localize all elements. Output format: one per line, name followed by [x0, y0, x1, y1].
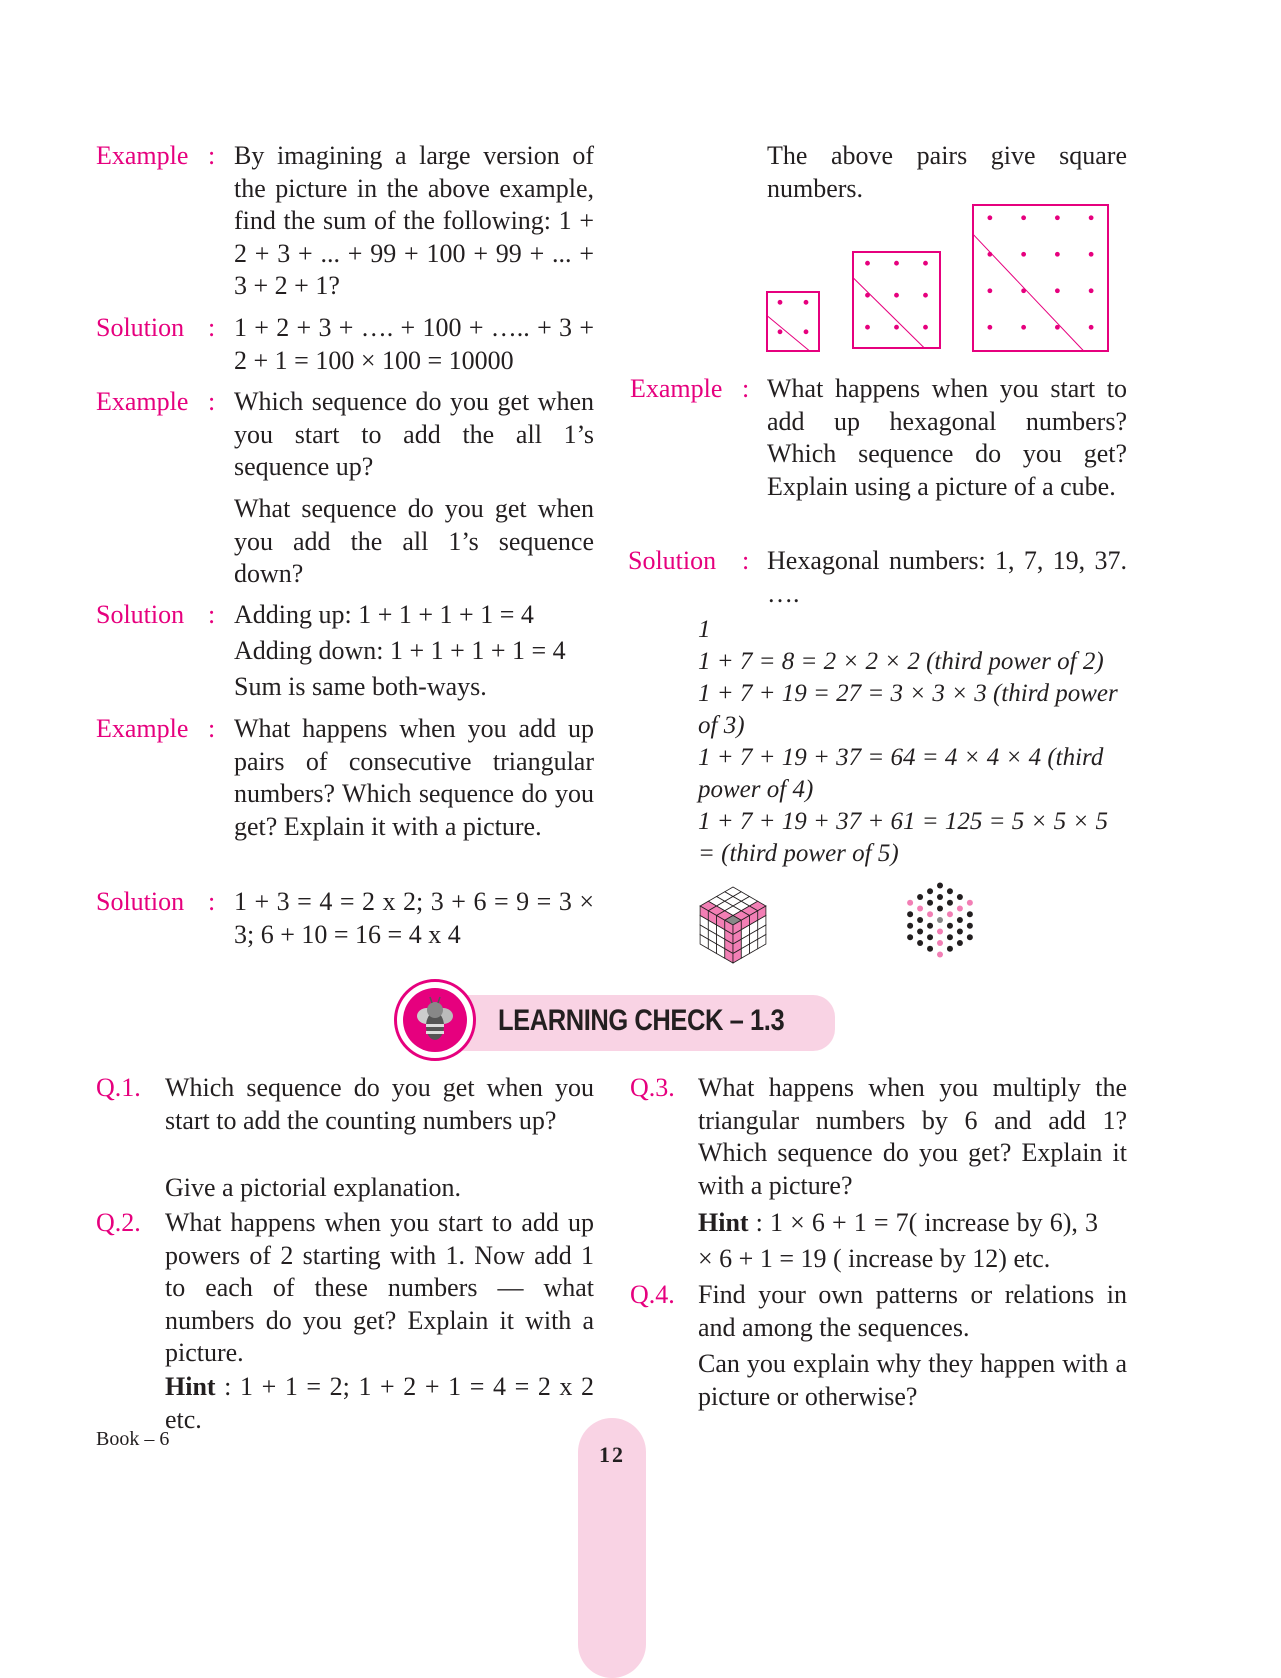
cube-figure	[695, 883, 775, 973]
dot	[947, 888, 953, 894]
working-line: 1	[698, 616, 711, 643]
dot	[927, 923, 933, 929]
dot	[987, 215, 992, 220]
solution-line: Sum is same both-ways.	[234, 672, 487, 701]
example-label: Example	[96, 714, 189, 743]
dot	[778, 300, 783, 305]
dot	[957, 917, 963, 923]
dot	[937, 906, 943, 912]
dot	[923, 325, 928, 330]
dot	[778, 329, 783, 334]
hint-label: Hint	[165, 1372, 216, 1401]
dot	[907, 923, 913, 929]
dot	[923, 261, 928, 266]
square-frame	[853, 252, 940, 348]
dot	[957, 906, 963, 912]
example-text: What happens when you start to add up hexagonal numbers? Which sequence do you get? Explain using a picture of a cube.	[767, 374, 1127, 501]
dot	[1021, 252, 1026, 257]
question-hint	[698, 1205, 1098, 1277]
dot	[987, 288, 992, 293]
colon: :	[742, 546, 750, 575]
colon: :	[208, 714, 216, 743]
example-label: Example	[96, 387, 189, 416]
dot	[967, 923, 973, 929]
dot	[947, 934, 953, 940]
page-number: 12	[599, 1442, 625, 1467]
working-line: power of 4)	[698, 776, 814, 803]
dot	[957, 940, 963, 946]
example-label: Example	[630, 374, 723, 403]
colon: :	[208, 887, 216, 916]
question-text: Which sequence do you get when you start to add the counting numbers up?	[165, 1073, 594, 1135]
dot	[907, 911, 913, 917]
dot	[1089, 252, 1094, 257]
example-text: What happens when you add up pairs of consecutive triangular numbers? Which sequence do you get? Explain it with a picture.	[234, 714, 594, 841]
colon: :	[208, 387, 216, 416]
solution-label: Solution	[628, 546, 717, 575]
solution-label: Solution	[96, 313, 185, 342]
dot	[937, 883, 943, 889]
hint-text: : 1 × 6 + 1 = 7( increase by 6), 3 × 6 + 1 = 19 ( increase by 12) etc.	[698, 1208, 1098, 1273]
dot	[894, 261, 899, 266]
question-text: What happens when you multiply the triangular numbers by 6 and add 1? Which sequence do you get? Explain it with a picture?	[698, 1073, 1127, 1200]
dot	[927, 934, 933, 940]
dot	[894, 325, 899, 330]
working-line: 1 + 7 + 19 = 27 = 3 × 3 × 3 (third power	[698, 680, 1118, 707]
square-frame	[973, 205, 1108, 351]
dot	[937, 940, 943, 946]
dot	[947, 911, 953, 917]
dot	[917, 917, 923, 923]
colon: :	[208, 600, 216, 629]
dot	[865, 261, 870, 266]
dot	[1021, 215, 1026, 220]
dot	[947, 946, 953, 952]
cube-sum-working	[698, 614, 1138, 870]
working-line: 1 + 7 + 19 + 37 + 61 = 125 = 5 × 5 × 5	[698, 808, 1108, 835]
dot	[967, 934, 973, 940]
book-label: Book – 6	[96, 1428, 170, 1450]
solution-label: Solution	[96, 600, 185, 629]
hint-text: : 1 + 1 = 2; 1 + 2 + 1 = 4 = 2 x 2 etc.	[165, 1372, 594, 1434]
dot	[927, 911, 933, 917]
dot	[804, 329, 809, 334]
diagonal-line	[853, 278, 924, 348]
dot	[927, 946, 933, 952]
working-line: = (third power of 5)	[698, 840, 899, 867]
dot	[937, 952, 943, 958]
dot	[927, 888, 933, 894]
square-dot-figures	[760, 200, 1120, 360]
solution-line: Adding down: 1 + 1 + 1 + 1 = 4	[234, 636, 566, 665]
dot	[894, 293, 899, 298]
intro-text: The above pairs give square numbers.	[767, 141, 1127, 203]
solution-text: 1 + 2 + 3 + …. + 100 + ….. + 3 + 2 + 1 = 100 × 100 = 10000	[234, 313, 594, 375]
dot	[937, 917, 943, 923]
question-label: Q.3.	[630, 1073, 675, 1102]
question-text: What happens when you start to add up powers of 2 starting with 1. Now add 1 to each of these numbers — what numbers do you get? Explain it with a picture.	[165, 1208, 594, 1367]
question-label: Q.4.	[630, 1280, 675, 1309]
working-line: of 3)	[698, 712, 745, 739]
example-text: By imagining a large version of the picture in the above example, find the sum of the following: 1 + 2 + 3 + ... + 99 + 100 + 99 + ... + 3 + 2 + 1?	[234, 141, 594, 300]
bee-mascot-icon	[394, 979, 476, 1061]
example-label: Example	[96, 141, 189, 170]
hint-label: Hint	[698, 1208, 749, 1237]
hexagonal-dots-figure	[898, 872, 982, 968]
dot	[947, 900, 953, 906]
dot	[907, 900, 913, 906]
dot	[917, 929, 923, 935]
question-label: Q.1.	[96, 1073, 141, 1102]
question-text: Find your own patterns or relations in and among the sequences.	[698, 1280, 1127, 1342]
dot	[1089, 288, 1094, 293]
dot	[804, 300, 809, 305]
dot	[1089, 215, 1094, 220]
solution-text: Hexagonal numbers: 1, 7, 19, 37. ….	[767, 546, 1127, 608]
dot	[907, 934, 913, 940]
dot	[967, 911, 973, 917]
question-label: Q.2.	[96, 1208, 141, 1237]
dot	[987, 325, 992, 330]
colon: :	[742, 374, 750, 403]
working-line: 1 + 7 = 8 = 2 × 2 × 2 (third power of 2)	[698, 648, 1104, 675]
dot	[947, 923, 953, 929]
dot	[917, 894, 923, 900]
diagonal-line	[767, 316, 810, 351]
question-extra: Can you explain why they happen with a picture or otherwise?	[698, 1349, 1127, 1411]
dot	[917, 906, 923, 912]
dot	[865, 325, 870, 330]
dot	[1089, 325, 1094, 330]
colon: :	[208, 313, 216, 342]
dot	[1055, 215, 1060, 220]
dot	[937, 929, 943, 935]
solution-label: Solution	[96, 887, 185, 916]
dot	[1021, 325, 1026, 330]
example-text: What sequence do you get when you add the all 1’s sequence down?	[234, 494, 594, 588]
colon: :	[208, 141, 216, 170]
dot	[923, 293, 928, 298]
dot	[1055, 252, 1060, 257]
dot	[957, 894, 963, 900]
solution-text: 1 + 3 = 4 = 2 x 2; 3 + 6 = 9 = 3 × 3; 6 + 10 = 16 = 4 x 4	[234, 887, 594, 949]
question-extra: Give a pictorial explanation.	[165, 1173, 462, 1202]
dot	[967, 900, 973, 906]
dot	[927, 900, 933, 906]
dot	[937, 894, 943, 900]
question-hint	[165, 1371, 594, 1436]
example-text: Which sequence do you get when you start to add the all 1’s sequence up?	[234, 387, 594, 481]
solution-line: Adding up: 1 + 1 + 1 + 1 = 4	[234, 600, 534, 629]
dot	[1055, 288, 1060, 293]
learning-check-title: LEARNING CHECK – 1.3	[498, 1004, 785, 1037]
solution-text	[234, 597, 594, 705]
dot	[917, 940, 923, 946]
dot	[957, 929, 963, 935]
working-line: 1 + 7 + 19 + 37 = 64 = 4 × 4 × 4 (third	[698, 744, 1104, 771]
